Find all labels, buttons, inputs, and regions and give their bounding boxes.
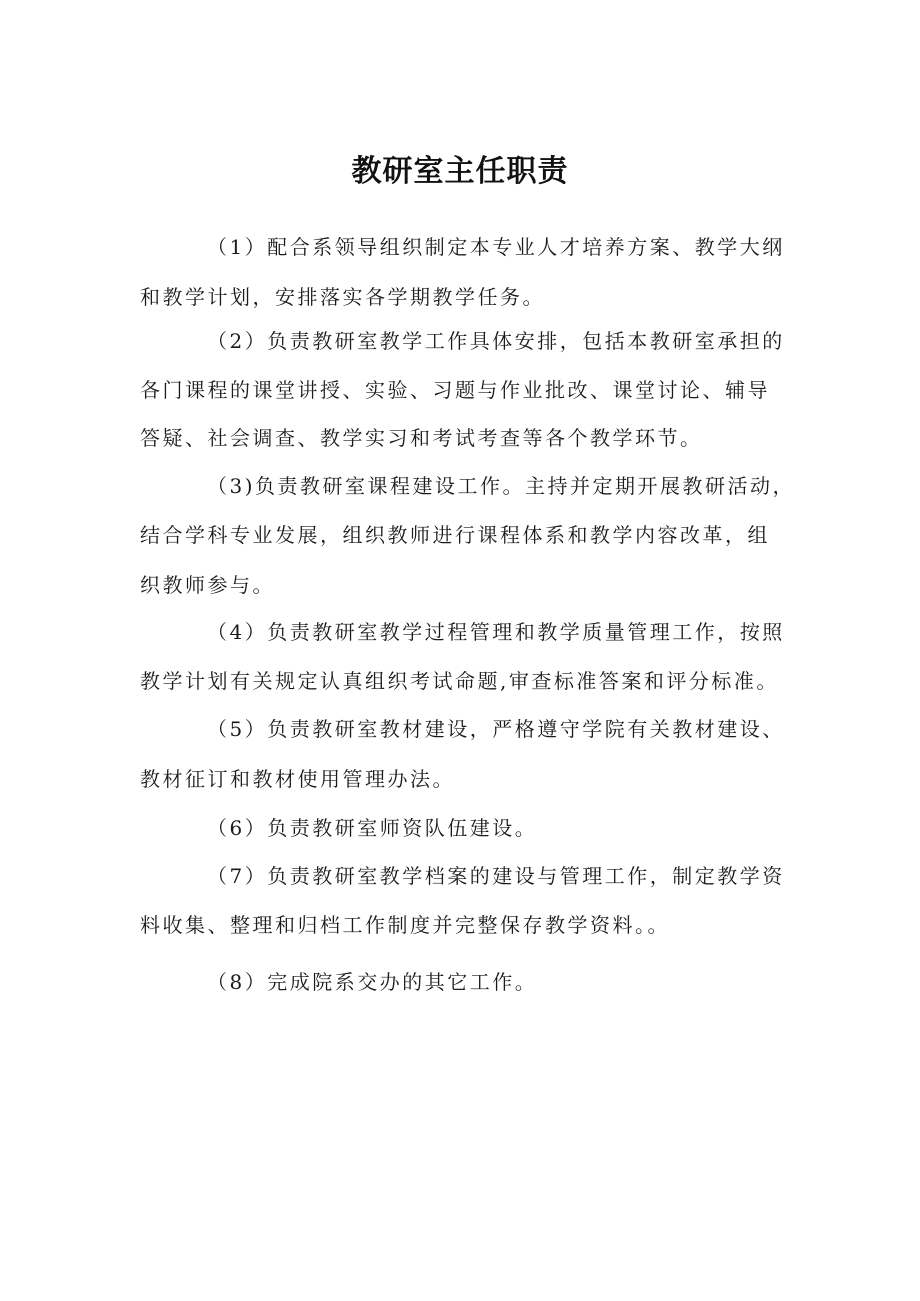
paragraph-2-line-1: （2）负责教研室教学工作具体安排，包括本教研室承担的 — [207, 329, 785, 353]
paragraph-4-line-1: （4）负责教研室教学过程管理和教学质量管理工作，按照 — [207, 620, 785, 644]
paragraph-1-line-1: （1）配合系领导组织制定本专业人才培养方案、教学大纲 — [207, 235, 785, 259]
paragraph-3-line-1: （3)负责教研室课程建设工作。主持并定期开展教研活动， — [207, 474, 796, 498]
paragraph-2-line-3: 答疑、社会调查、教学实习和考试考查等各个教学环节。 — [140, 426, 703, 450]
paragraph-5-line-2: 教材征订和教材使用管理办法。 — [140, 767, 455, 791]
paragraph-7-line-1: （7）负责教研室教学档案的建设与管理工作，制定教学资 — [207, 864, 785, 888]
document-title: 教研室主任职责 — [351, 154, 569, 189]
paragraph-7-line-2: 料收集、整理和归档工作制度并完整保存教学资料。。 — [140, 913, 670, 937]
paragraph-6-line-1: （6）负责教研室师资队伍建设。 — [207, 816, 538, 840]
paragraph-2-line-2: 各门课程的课堂讲授、实验、习题与作业批改、课堂讨论、辅导 — [140, 378, 770, 402]
paragraph-3-line-2: 结合学科专业发展，组织教师进行课程体系和教学内容改革，组 — [140, 523, 770, 547]
paragraph-3-line-3: 织教师参与。 — [140, 573, 275, 597]
paragraph-1-line-2: 和教学计划，安排落实各学期教学任务。 — [140, 285, 545, 309]
paragraph-8-line-1: （8）完成院系交办的其它工作。 — [207, 970, 538, 994]
paragraph-5-line-1: （5）负责教研室教材建设，严格遵守学院有关教材建设、 — [207, 717, 785, 741]
paragraph-4-line-2: 教学计划有关规定认真组织考试命题,审查标准答案和评分标准。 — [140, 669, 779, 693]
